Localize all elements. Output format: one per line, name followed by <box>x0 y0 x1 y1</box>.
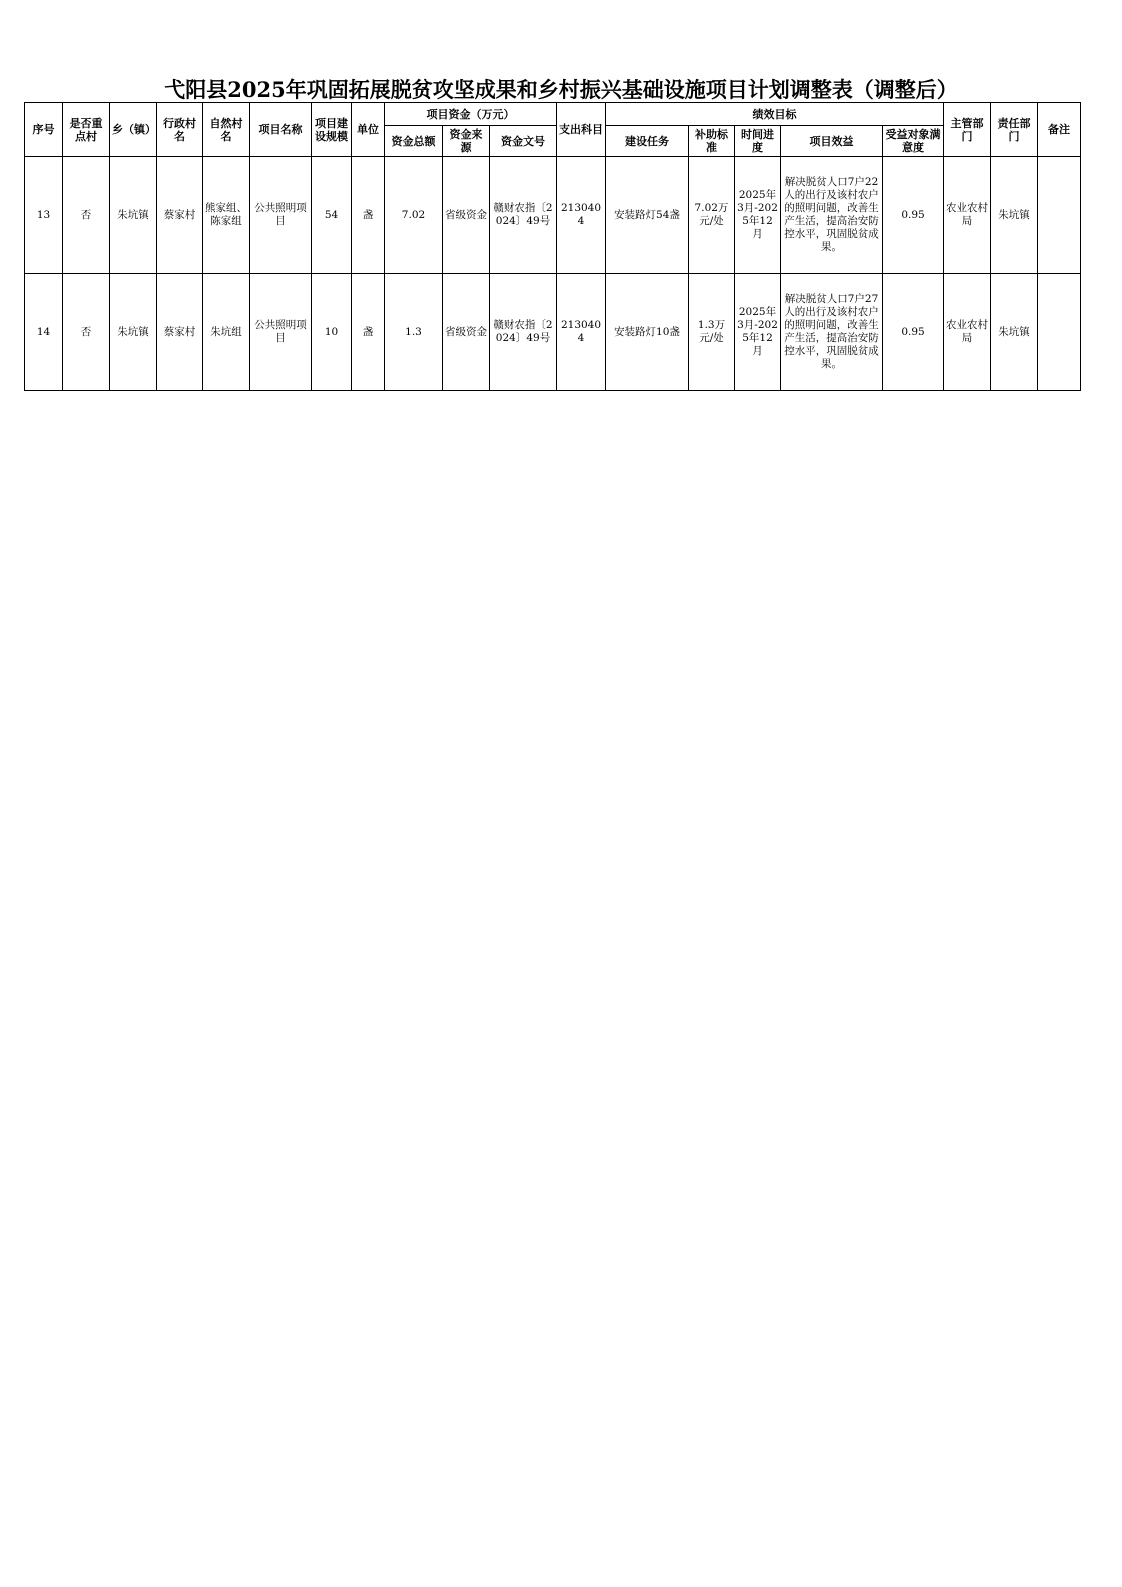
cell-dept-in-charge: 农业农村局 <box>944 157 991 274</box>
cell-natural-village: 朱坑组 <box>203 274 250 391</box>
header-seq: 序号 <box>25 103 63 157</box>
cell-expenditure: 2130404 <box>557 274 606 391</box>
cell-dept-responsible: 朱坑镇 <box>991 157 1038 274</box>
cell-seq: 13 <box>25 157 63 274</box>
cell-key-village: 否 <box>63 274 110 391</box>
header-funds-total: 资金总额 <box>385 126 443 157</box>
header-task: 建设任务 <box>606 126 689 157</box>
header-subsidy: 补助标准 <box>689 126 735 157</box>
cell-schedule: 2025年3月-2025年12月 <box>735 157 781 274</box>
cell-dept-responsible: 朱坑镇 <box>991 274 1038 391</box>
header-remarks: 备注 <box>1038 103 1081 157</box>
cell-remarks <box>1038 274 1081 391</box>
header-satisfaction: 受益对象满意度 <box>883 126 944 157</box>
project-plan-table <box>24 102 1081 391</box>
header-project-name: 项目名称 <box>250 103 312 157</box>
cell-natural-village: 熊家组、陈家组 <box>203 157 250 274</box>
cell-satisfaction: 0.95 <box>883 274 944 391</box>
cell-schedule: 2025年3月-2025年12月 <box>735 274 781 391</box>
cell-funds-total: 7.02 <box>385 157 443 274</box>
cell-funds-source: 省级资金 <box>443 157 490 274</box>
cell-satisfaction: 0.95 <box>883 157 944 274</box>
cell-admin-village: 蔡家村 <box>157 157 203 274</box>
cell-township: 朱坑镇 <box>110 274 157 391</box>
header-admin-village: 行政村名 <box>157 103 203 157</box>
cell-benefit: 解决脱贫人口7户22人的出行及该村农户的照明问题，改善生产生活，提高治安防控水平，巩固脱贫成果。 <box>781 157 883 274</box>
cell-project-name: 公共照明项目 <box>250 157 312 274</box>
cell-scale: 10 <box>312 274 352 391</box>
cell-remarks <box>1038 157 1081 274</box>
header-funds-group: 项目资金（万元） <box>385 103 557 126</box>
header-funds-doc: 资金文号 <box>490 126 557 157</box>
cell-funds-total: 1.3 <box>385 274 443 391</box>
header-natural-village: 自然村名 <box>203 103 250 157</box>
cell-task: 安装路灯54盏 <box>606 157 689 274</box>
cell-funds-doc: 赣财农指〔2024〕49号 <box>490 274 557 391</box>
cell-task: 安装路灯10盏 <box>606 274 689 391</box>
cell-dept-in-charge: 农业农村局 <box>944 274 991 391</box>
cell-funds-source: 省级资金 <box>443 274 490 391</box>
header-funds-source: 资金来源 <box>443 126 490 157</box>
header-expenditure: 支出科目 <box>557 103 606 157</box>
header-schedule: 时间进度 <box>735 126 781 157</box>
cell-funds-doc: 赣财农指〔2024〕49号 <box>490 157 557 274</box>
cell-subsidy: 7.02万元/处 <box>689 157 735 274</box>
cell-township: 朱坑镇 <box>110 157 157 274</box>
cell-expenditure: 2130404 <box>557 157 606 274</box>
cell-key-village: 否 <box>63 157 110 274</box>
header-key-village: 是否重点村 <box>63 103 110 157</box>
header-unit: 单位 <box>352 103 385 157</box>
header-dept-responsible: 责任部门 <box>991 103 1038 157</box>
cell-unit: 盏 <box>352 274 385 391</box>
header-township: 乡（镇） <box>110 103 157 157</box>
cell-scale: 54 <box>312 157 352 274</box>
cell-unit: 盏 <box>352 157 385 274</box>
cell-project-name: 公共照明项目 <box>250 274 312 391</box>
cell-seq: 14 <box>25 274 63 391</box>
table-row <box>25 157 1081 274</box>
cell-subsidy: 1.3万元/处 <box>689 274 735 391</box>
header-scale: 项目建设规模 <box>312 103 352 157</box>
table-row <box>25 274 1081 391</box>
document-title: 弋阳县2025年巩固拓展脱贫攻坚成果和乡村振兴基础设施项目计划调整表（调整后） <box>164 77 958 102</box>
header-benefit: 项目效益 <box>781 126 883 157</box>
cell-admin-village: 蔡家村 <box>157 274 203 391</box>
header-dept-in-charge: 主管部门 <box>944 103 991 157</box>
cell-benefit: 解决脱贫人口7户27人的出行及该村农户的照明问题，改善生产生活，提高治安防控水平，巩固脱贫成果。 <box>781 274 883 391</box>
header-performance-group: 绩效目标 <box>606 103 944 126</box>
